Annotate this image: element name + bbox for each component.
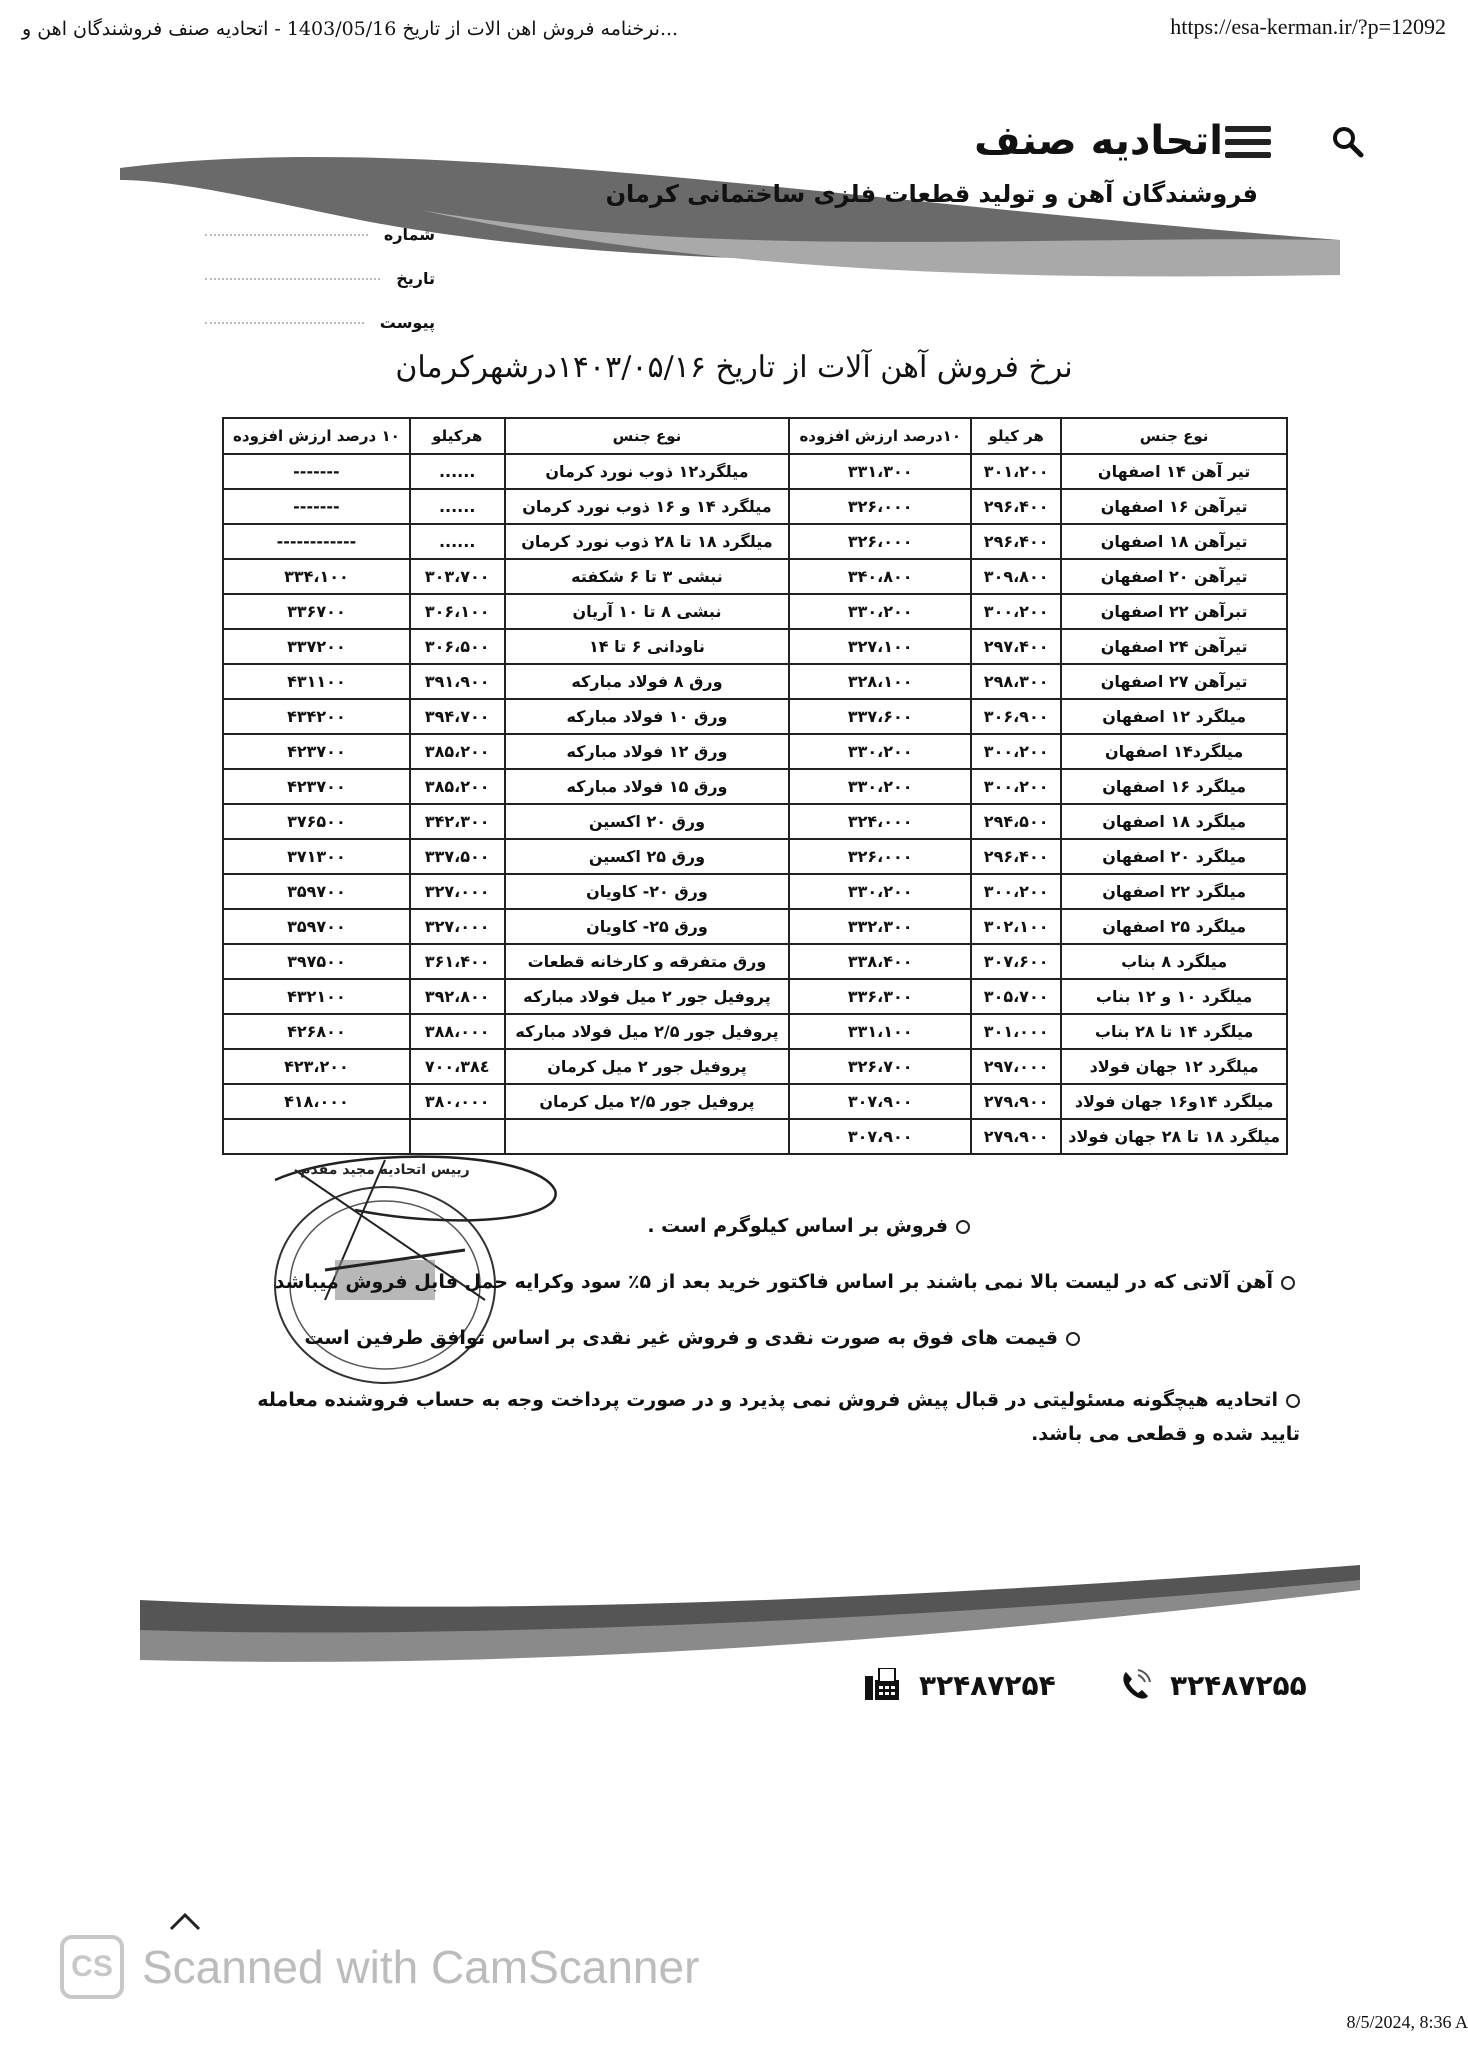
cell-vat: ۳۲۶،۰۰۰ xyxy=(789,839,971,874)
cell-per-kilo: ۲۷۹،۹۰۰ xyxy=(971,1119,1061,1154)
cell-vat-2: ۴۳۴۲۰۰ xyxy=(223,699,410,734)
cell-name: میلگرد ۲۵ اصفهان xyxy=(1061,909,1287,944)
cell-vat: ۳۳۱،۳۰۰ xyxy=(789,454,971,489)
cell-name: میلگرد ۱۰ و ۱۲ بناب xyxy=(1061,979,1287,1014)
cell-per-kilo: ۲۹۷،۴۰۰ xyxy=(971,629,1061,664)
cell-name: میلگرد ۱۲ اصفهان xyxy=(1061,699,1287,734)
cell-per-kilo-2: ...... xyxy=(410,524,505,559)
chevron-up-icon[interactable] xyxy=(168,1910,202,1932)
cell-vat: ۳۳۰،۲۰۰ xyxy=(789,769,971,804)
cell-per-kilo: ۳۰۲،۱۰۰ xyxy=(971,909,1061,944)
footer-swoosh xyxy=(140,1560,1360,1670)
cell-per-kilo: ۲۹۶،۴۰۰ xyxy=(971,524,1061,559)
table-row xyxy=(223,454,1287,489)
note-item: آهن آلاتی که در لیست بالا نمی باشند بر اساس فاکتور خرید بعد از ۵٪ سود وکرایه حمل قابل فروش میباشد xyxy=(220,1271,1300,1293)
cell-vat-2: ۳۳۶۷۰۰ xyxy=(223,594,410,629)
bullet-icon xyxy=(1286,1394,1300,1408)
cell-vat-2: ۴۳۲۱۰۰ xyxy=(223,979,410,1014)
col-header-vat: ۱۰درصد ارزش افزوده xyxy=(789,418,971,454)
print-header xyxy=(0,12,1468,52)
price-table xyxy=(222,417,1288,1155)
document-title: نرخ فروش آهن آلات از تاریخ ۱۴۰۳/۰۵/۱۶درشهرکرمان xyxy=(395,350,1073,385)
cell-name-2: پروفیل جور ۲/۵ میل فولاد مبارکه xyxy=(505,1014,790,1049)
cell-name: تیر آهن ۱۴ اصفهان xyxy=(1061,454,1287,489)
cell-vat: ۳۳۲،۳۰۰ xyxy=(789,909,971,944)
meta-label: پیوست xyxy=(379,312,435,332)
cell-vat-2: ۳۷۱۳۰۰ xyxy=(223,839,410,874)
cell-name-2: ورق ۱۰ فولاد مبارکه xyxy=(505,699,790,734)
cell-name: تیرآهن ۲۴ اصفهان xyxy=(1061,629,1287,664)
cell-name-2: ناودانی ۶ تا ۱۴ xyxy=(505,629,790,664)
cell-per-kilo: ۳۰۶،۹۰۰ xyxy=(971,699,1061,734)
table-row xyxy=(223,594,1287,629)
table-row xyxy=(223,769,1287,804)
cell-per-kilo: ۳۰۵،۷۰۰ xyxy=(971,979,1061,1014)
cell-vat: ۳۳۰،۲۰۰ xyxy=(789,594,971,629)
cell-vat: ۳۲۶،۰۰۰ xyxy=(789,489,971,524)
cell-vat-2: ۴۲۳۷۰۰ xyxy=(223,734,410,769)
cell-vat-2: ۴۱۸،۰۰۰ xyxy=(223,1084,410,1119)
cell-name-2: ورق ۲۵- کاویان xyxy=(505,909,790,944)
print-timestamp: 8/5/2024, 8:36 A xyxy=(1346,2012,1468,2032)
table-row xyxy=(223,489,1287,524)
cell-name-2: میلگرد ۱۴ و ۱۶ ذوب نورد کرمان xyxy=(505,489,790,524)
cell-vat: ۳۴۰،۸۰۰ xyxy=(789,559,971,594)
cell-per-kilo-2: ۳۲۷،۰۰۰ xyxy=(410,874,505,909)
cell-vat: ۳۲۶،۰۰۰ xyxy=(789,524,971,559)
cell-name-2: میلگرد۱۲ ذوب نورد کرمان xyxy=(505,454,790,489)
cell-vat: ۳۳۱،۱۰۰ xyxy=(789,1014,971,1049)
col-header-name: نوع جنس xyxy=(1061,418,1287,454)
fax-contact xyxy=(865,1668,1056,1702)
cell-per-kilo-2: ۳۲۷،۰۰۰ xyxy=(410,909,505,944)
phone-contact xyxy=(1120,1668,1307,1702)
cell-name-2: ورق ۲۵ اکسین xyxy=(505,839,790,874)
cell-per-kilo: ۳۰۱،۲۰۰ xyxy=(971,454,1061,489)
table-row xyxy=(223,909,1287,944)
cell-per-kilo: ۲۹۴،۵۰۰ xyxy=(971,804,1061,839)
cell-per-kilo: ۲۷۹،۹۰۰ xyxy=(971,1084,1061,1119)
cell-vat-2: ------- xyxy=(223,454,410,489)
cell-per-kilo-2: ۳۰۳،۷۰۰ xyxy=(410,559,505,594)
cell-vat: ۳۲۸،۱۰۰ xyxy=(789,664,971,699)
meta-row-date xyxy=(205,256,435,300)
cell-per-kilo: ۳۰۰،۲۰۰ xyxy=(971,594,1061,629)
table-row xyxy=(223,524,1287,559)
cell-per-kilo: ۲۹۸،۳۰۰ xyxy=(971,664,1061,699)
cell-vat: ۳۳۷،۶۰۰ xyxy=(789,699,971,734)
cell-name: میلگرد ۱۴ تا ۲۸ بناب xyxy=(1061,1014,1287,1049)
cell-name-2: پروفیل جور ۲/۵ میل کرمان xyxy=(505,1084,790,1119)
cell-per-kilo-2: ...... xyxy=(410,489,505,524)
cell-name: میلگرد ۱۲ جهان فولاد xyxy=(1061,1049,1287,1084)
camscanner-watermark: Scanned with CamScanner xyxy=(142,1941,700,1993)
cell-vat: ۳۲۴،۰۰۰ xyxy=(789,804,971,839)
search-icon[interactable] xyxy=(1330,124,1364,158)
cell-name: میلگرد ۱۶ اصفهان xyxy=(1061,769,1287,804)
org-subtitle: فروشندگان آهن و تولید قطعات فلزی ساختمانی کرمان xyxy=(605,180,1258,208)
table-row xyxy=(223,699,1287,734)
cell-vat-2: ۴۲۳۷۰۰ xyxy=(223,769,410,804)
svg-text:رییس اتحادیه مجید مقدم: رییس اتحادیه مجید مقدم xyxy=(300,1162,470,1178)
cell-vat: ۳۳۶،۳۰۰ xyxy=(789,979,971,1014)
col-header-name-2: نوع جنس xyxy=(505,418,790,454)
col-header-per-kilo-2: هرکیلو xyxy=(410,418,505,454)
cell-vat-2: ------------ xyxy=(223,524,410,559)
bullet-icon xyxy=(956,1220,970,1234)
cell-per-kilo: ۳۰۱،۰۰۰ xyxy=(971,1014,1061,1049)
cell-per-kilo-2: ۳۹۴،۷۰۰ xyxy=(410,699,505,734)
meta-row-number xyxy=(205,212,435,256)
cell-per-kilo: ۳۰۷،۶۰۰ xyxy=(971,944,1061,979)
cell-per-kilo-2: ۳۳۷،۵۰۰ xyxy=(410,839,505,874)
cell-vat-2: ------- xyxy=(223,489,410,524)
cell-name-2: نبشی ۸ تا ۱۰ آریان xyxy=(505,594,790,629)
cell-name-2: ورق ۲۰- کاویان xyxy=(505,874,790,909)
table-row xyxy=(223,559,1287,594)
org-title: اتحادیه صنف xyxy=(974,118,1223,164)
table-row xyxy=(223,979,1287,1014)
cell-vat-2: ۳۵۹۷۰۰ xyxy=(223,909,410,944)
cell-per-kilo-2: ۳۹۲،۸۰۰ xyxy=(410,979,505,1014)
cell-per-kilo: ۲۹۶،۴۰۰ xyxy=(971,839,1061,874)
cell-vat-2: ۳۳۷۲۰۰ xyxy=(223,629,410,664)
cell-per-kilo-2: ۳۰۶،۱۰۰ xyxy=(410,594,505,629)
table-row xyxy=(223,664,1287,699)
phone-icon xyxy=(1120,1668,1152,1702)
menu-icon[interactable] xyxy=(1225,126,1271,166)
cell-per-kilo-2: ۳۶۱،۴۰۰ xyxy=(410,944,505,979)
table-row xyxy=(223,629,1287,664)
cell-vat-2: ۳۹۷۵۰۰ xyxy=(223,944,410,979)
cell-vat-2: ۳۵۹۷۰۰ xyxy=(223,874,410,909)
cell-per-kilo-2: ۳۰۶،۵۰۰ xyxy=(410,629,505,664)
note-item: قیمت های فوق به صورت نقدی و فروش غیر نقدی بر اساس توافق طرفین است xyxy=(220,1327,1300,1349)
bullet-icon xyxy=(1066,1332,1080,1346)
cell-per-kilo: ۳۰۰،۲۰۰ xyxy=(971,769,1061,804)
cell-name: تیرآهن ۲۷ اصفهان xyxy=(1061,664,1287,699)
table-row xyxy=(223,874,1287,909)
table-row xyxy=(223,1049,1287,1084)
cell-per-kilo-2: ...... xyxy=(410,454,505,489)
cell-per-kilo-2: ۳۸۵،۲۰۰ xyxy=(410,734,505,769)
cell-name: تیرآهن ۲۰ اصفهان xyxy=(1061,559,1287,594)
table-header-row xyxy=(223,418,1287,454)
phone-number: ۳۲۴۸۷۲۵۵ xyxy=(1170,1668,1307,1702)
cell-vat: ۳۳۰،۲۰۰ xyxy=(789,874,971,909)
note-item: اتحادیه هیچگونه مسئولیتی در قبال پیش فروش نمی پذیرد و در صورت پرداخت وجه به حساب فروشنده معامله تایید شده و قطعی می باشد. xyxy=(257,1389,1300,1445)
cell-per-kilo: ۳۰۹،۸۰۰ xyxy=(971,559,1061,594)
col-header-per-kilo: هر کیلو xyxy=(971,418,1061,454)
notes-list xyxy=(220,1215,1300,1485)
cell-name-2: ورق ۱۵ فولاد مبارکه xyxy=(505,769,790,804)
cell-name-2: میلگرد ۱۸ تا ۲۸ ذوب نورد کرمان xyxy=(505,524,790,559)
cell-vat: ۳۰۷،۹۰۰ xyxy=(789,1084,971,1119)
cell-name: میلگرد۱۴ اصفهان xyxy=(1061,734,1287,769)
fax-number: ۳۲۴۸۷۲۵۴ xyxy=(919,1668,1056,1702)
cell-vat: ۳۳۰،۲۰۰ xyxy=(789,734,971,769)
table-row xyxy=(223,944,1287,979)
cell-vat-2: ۳۳۴،۱۰۰ xyxy=(223,559,410,594)
bullet-icon xyxy=(1281,1276,1295,1290)
cell-name: میلگرد ۲۲ اصفهان xyxy=(1061,874,1287,909)
meta-label: شماره xyxy=(383,224,435,244)
meta-label: تاریخ xyxy=(396,268,435,288)
cell-name-2: پروفیل جور ۲ میل فولاد مبارکه xyxy=(505,979,790,1014)
cell-name: میلگرد ۱۸ تا ۲۸ جهان فولاد xyxy=(1061,1119,1287,1154)
meta-fields xyxy=(205,212,435,344)
cell-name-2: پروفیل جور ۲ میل کرمان xyxy=(505,1049,790,1084)
cell-name-2: ورق ۲۰ اکسین xyxy=(505,804,790,839)
table-row xyxy=(223,1119,1287,1154)
print-page-url: https://esa-kerman.ir/?p=12092 xyxy=(1170,14,1446,39)
table-row xyxy=(223,1014,1287,1049)
cell-name-2 xyxy=(505,1119,790,1154)
cell-per-kilo: ۳۰۰،۲۰۰ xyxy=(971,734,1061,769)
cell-vat: ۳۰۷،۹۰۰ xyxy=(789,1119,971,1154)
cell-per-kilo-2: ۳۹۱،۹۰۰ xyxy=(410,664,505,699)
cell-name-2: ورق ۸ فولاد مبارکه xyxy=(505,664,790,699)
cell-name: تیرآهن ۱۸ اصفهان xyxy=(1061,524,1287,559)
camscanner-logo: CS xyxy=(60,1935,124,1999)
cell-vat: ۳۳۸،۴۰۰ xyxy=(789,944,971,979)
cell-vat-2 xyxy=(223,1119,410,1154)
table-row xyxy=(223,734,1287,769)
cell-name: میلگرد ۲۰ اصفهان xyxy=(1061,839,1287,874)
cell-per-kilo-2: ۳۸۰،۰۰۰ xyxy=(410,1084,505,1119)
print-page-title: ...نرخنامه فروش اهن الات از تاریخ 1403/05/16 - اتحادیه صنف فروشندگان اهن و xyxy=(22,18,679,40)
cell-name: میلگرد ۱۴و۱۶ جهان فولاد xyxy=(1061,1084,1287,1119)
cell-per-kilo-2: ۳۴۲،۳۰۰ xyxy=(410,804,505,839)
cell-per-kilo-2: ۳۸٤،۷۰۰ xyxy=(410,1049,505,1084)
cell-name-2: ورق متفرقه و کارخانه قطعات xyxy=(505,944,790,979)
note-item: فروش بر اساس کیلوگرم است . xyxy=(220,1215,1300,1237)
cell-per-kilo: ۳۰۰،۲۰۰ xyxy=(971,874,1061,909)
col-header-vat-2: ۱۰ درصد ارزش افزوده xyxy=(223,418,410,454)
cell-vat: ۳۲۶،۷۰۰ xyxy=(789,1049,971,1084)
meta-row-attachment xyxy=(205,300,435,344)
cell-per-kilo-2: ۳۸۸،۰۰۰ xyxy=(410,1014,505,1049)
cell-name: میلگرد ۱۸ اصفهان xyxy=(1061,804,1287,839)
cell-vat-2: ۴۳۱۱۰۰ xyxy=(223,664,410,699)
cell-name: تبرآهن ۲۲ اصفهان xyxy=(1061,594,1287,629)
cell-vat-2: ۴۲۶۸۰۰ xyxy=(223,1014,410,1049)
cell-name: میلگرد ۸ بناب xyxy=(1061,944,1287,979)
cell-per-kilo-2: ۳۸۵،۲۰۰ xyxy=(410,769,505,804)
cell-vat-2: ۴۲۳،۲۰۰ xyxy=(223,1049,410,1084)
cell-vat: ۳۲۷،۱۰۰ xyxy=(789,629,971,664)
table-row xyxy=(223,804,1287,839)
cell-name: تیرآهن ۱۶ اصفهان xyxy=(1061,489,1287,524)
cell-per-kilo-2 xyxy=(410,1119,505,1154)
cell-vat-2: ۳۷۶۵۰۰ xyxy=(223,804,410,839)
fax-icon xyxy=(865,1668,901,1702)
cell-per-kilo: ۲۹۶،۴۰۰ xyxy=(971,489,1061,524)
cell-per-kilo: ۲۹۷،۰۰۰ xyxy=(971,1049,1061,1084)
cell-name-2: نبشی ۳ تا ۶ شکفته xyxy=(505,559,790,594)
table-row xyxy=(223,1084,1287,1119)
cell-name-2: ورق ۱۲ فولاد مبارکه xyxy=(505,734,790,769)
table-row xyxy=(223,839,1287,874)
